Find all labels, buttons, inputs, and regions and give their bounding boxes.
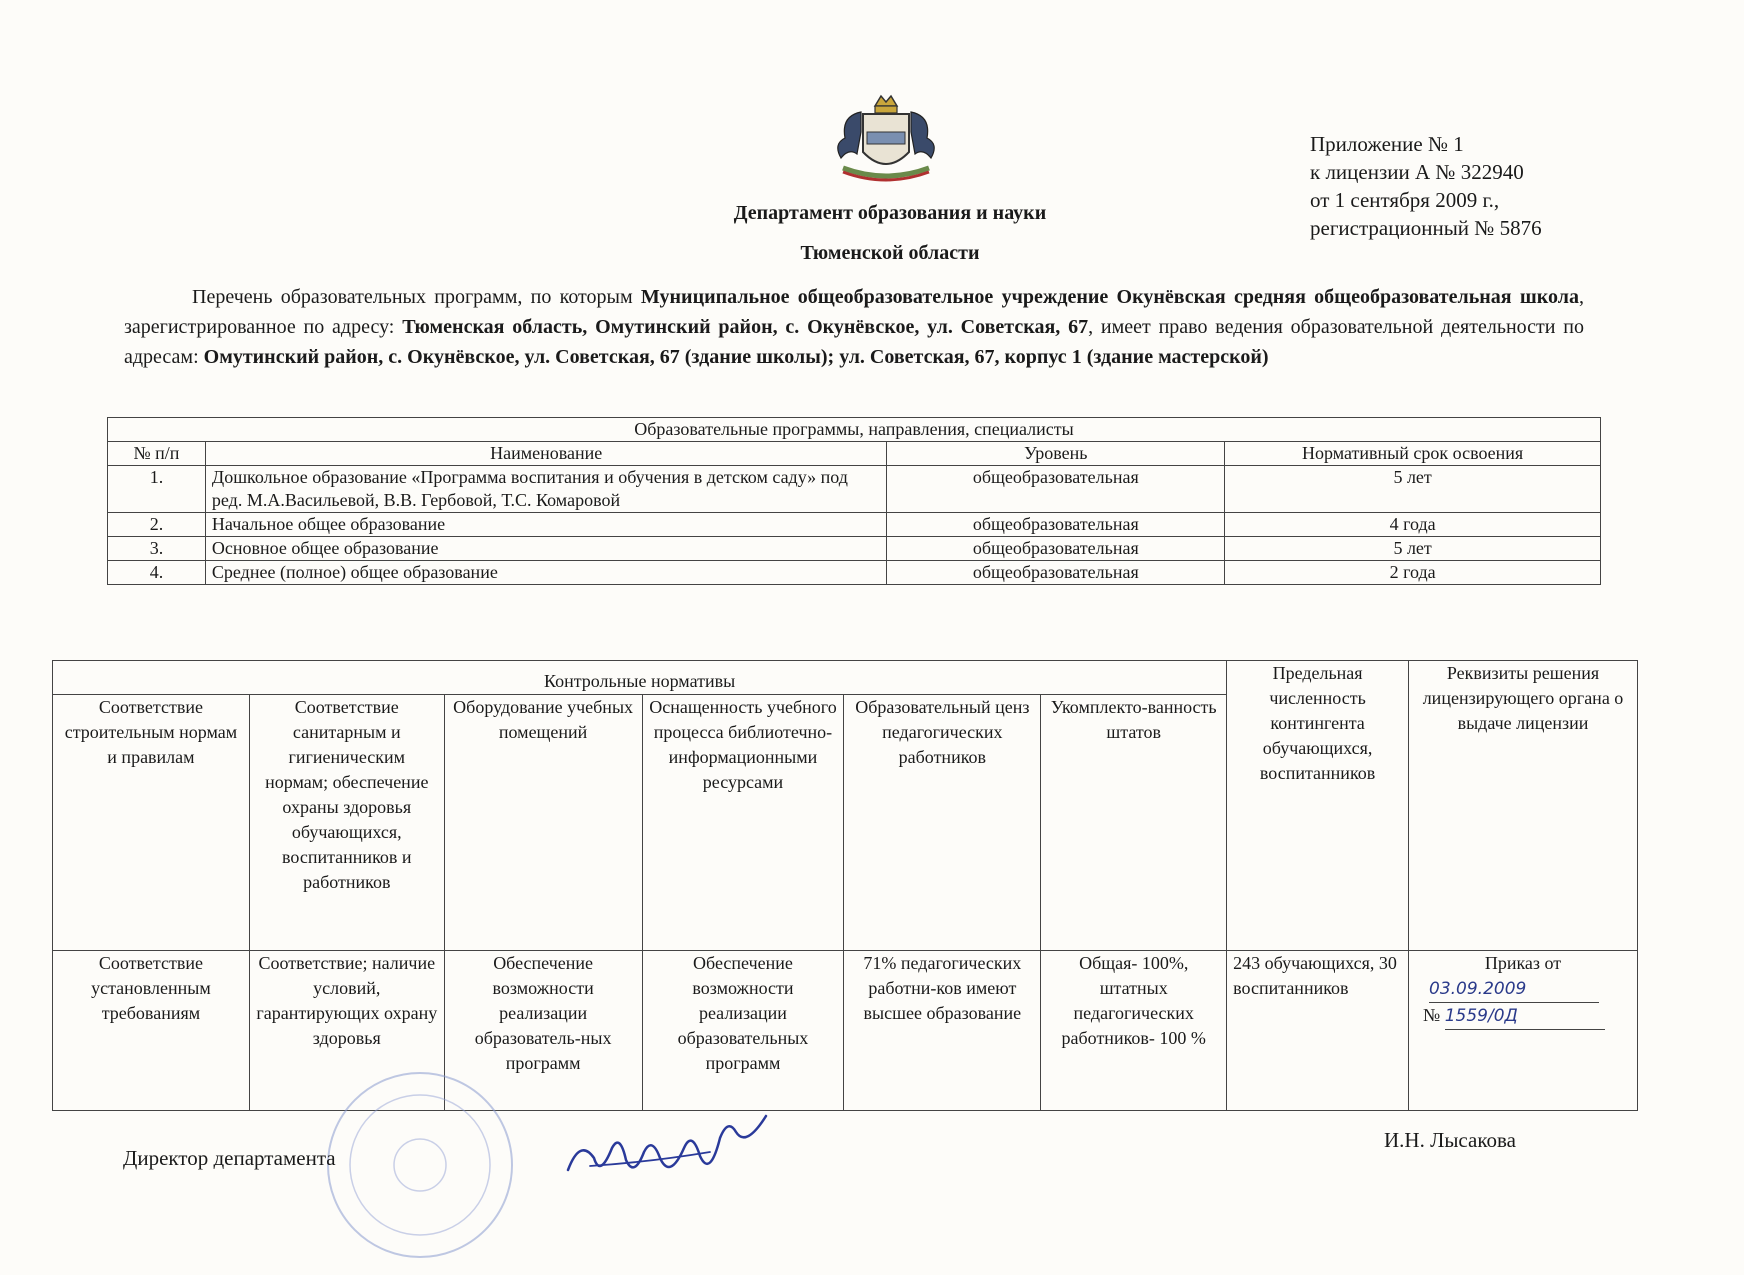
program-level: общеобразовательная <box>887 466 1225 513</box>
program-level: общеобразовательная <box>887 561 1225 585</box>
order-date-handwritten: 03.09.2009 <box>1429 979 1527 999</box>
program-term: 5 лет <box>1225 466 1601 513</box>
intro-paragraph <box>124 282 1584 372</box>
column-header: Соответствие санитарным и гигиеническим нормам; обеспечение охраны здоровья обучающихся, воспитанников и работников <box>249 695 444 951</box>
program-level: общеобразовательная <box>887 537 1225 561</box>
program-name: Среднее (полное) общее образование <box>205 561 886 585</box>
programs-header-row <box>108 442 1601 466</box>
annex-reference <box>1310 130 1542 242</box>
tyumen-region-coat-of-arms-emblem <box>823 92 949 184</box>
column-header: Уровень <box>887 442 1225 466</box>
official-round-stamp <box>320 1055 520 1275</box>
registered-address: Тюменская область, Омутинский район, с. Окунёвское, ул. Советская, 67 <box>402 316 1089 338</box>
intro-text: Перечень образовательных программ, по которым <box>192 286 641 308</box>
order-number-handwritten: 1559/0Д <box>1445 1004 1605 1030</box>
table-row <box>108 537 1601 561</box>
order-number-prefix: № <box>1423 1005 1441 1025</box>
value-cell: Обеспечение возможности реализации образовательных программ <box>642 951 844 1111</box>
row-number: 1. <box>108 466 206 513</box>
column-header: Нормативный срок освоения <box>1225 442 1601 466</box>
limit-value: 243 обучающихся, 30 воспитанников <box>1227 951 1409 1111</box>
director-title: Директор департамента <box>123 1146 336 1170</box>
program-level: общеобразовательная <box>887 513 1225 537</box>
control-norms-table <box>52 660 1638 1111</box>
value-cell: Обеспечение возможности реализации образователь-ных программ <box>444 951 642 1111</box>
program-name: Начальное общее образование <box>205 513 886 537</box>
activity-addresses: Омутинский район, с. Окунёвское, ул. Советская, 67 (здание школы); ул. Советская, 67, корпус 1 (здание мастерской) <box>203 346 1269 368</box>
control-title-row <box>53 661 1638 695</box>
signer-name: И.Н. Лысакова <box>1384 1128 1516 1152</box>
value-cell: Соответствие установленным требованиям <box>53 951 250 1111</box>
program-name: Дошкольное образование «Программа воспитания и обучения в детском саду» под ред. М.А.Васильевой, В.В. Гербовой, Т.С. Комаровой <box>205 466 886 513</box>
department-heading <box>620 202 1160 282</box>
row-number: 3. <box>108 537 206 561</box>
program-term: 4 года <box>1225 513 1601 537</box>
column-header: Наименование <box>205 442 886 466</box>
table-row <box>108 561 1601 585</box>
control-values-row <box>53 951 1638 1111</box>
intro-text: , зарегистрированное по адресу: <box>124 286 1584 338</box>
column-header: Оборудование учебных помещений <box>444 695 642 951</box>
program-term: 2 года <box>1225 561 1601 585</box>
value-cell: 71% педагогических работни-ков имеют высшее образование <box>844 951 1041 1111</box>
program-name: Основное общее образование <box>205 537 886 561</box>
table-row <box>108 466 1601 513</box>
programs-title-row <box>108 418 1601 442</box>
annex-line: Приложение № 1 <box>1310 132 1464 156</box>
institution-name: Муниципальное общеобразовательное учреждение Окунёвская средняя общеобразовательная школа <box>640 286 1579 308</box>
director-signature <box>560 1108 775 1188</box>
row-number: 2. <box>108 513 206 537</box>
order-label: Приказ от <box>1484 953 1562 973</box>
programs-table-title: Образовательные программы, направления, специалисты <box>108 418 1601 442</box>
program-term: 5 лет <box>1225 537 1601 561</box>
column-header: № п/п <box>108 442 206 466</box>
annex-line: к лицензии А № 322940 <box>1310 160 1524 184</box>
table-row <box>108 513 1601 537</box>
programs-table <box>107 417 1601 585</box>
order-cell <box>1409 951 1638 1111</box>
row-number: 4. <box>108 561 206 585</box>
column-header: Образовательный ценз педагогических работников <box>844 695 1041 951</box>
column-header: Оснащенность учебного процесса библиотечно-информационными ресурсами <box>642 695 844 951</box>
control-norms-title: Контрольные нормативы <box>53 661 1227 695</box>
annex-line: от 1 сентября 2009 г., <box>1310 188 1500 212</box>
column-header: Соответствие строительным нормам и правилам <box>53 695 250 951</box>
value-cell: Соответствие; наличие условий, гарантирующих охрану здоровья <box>249 951 444 1111</box>
value-cell: Общая- 100%, штатных педагогических работников- 100 % <box>1041 951 1227 1111</box>
department-region: Тюменской области <box>800 242 980 264</box>
requisites-header: Реквизиты решения лицензирующего органа о выдаче лицензии <box>1409 661 1638 951</box>
annex-line: регистрационный № 5876 <box>1310 216 1542 240</box>
limit-header: Предельная численность контингента обучающихся, воспитанников <box>1227 661 1409 951</box>
column-header: Укомплекто-ванность штатов <box>1041 695 1227 951</box>
department-name: Департамент образования и науки <box>733 202 1047 224</box>
intro-text: , имеет право ведения образовательной деятельности по адресам: <box>124 316 1585 368</box>
